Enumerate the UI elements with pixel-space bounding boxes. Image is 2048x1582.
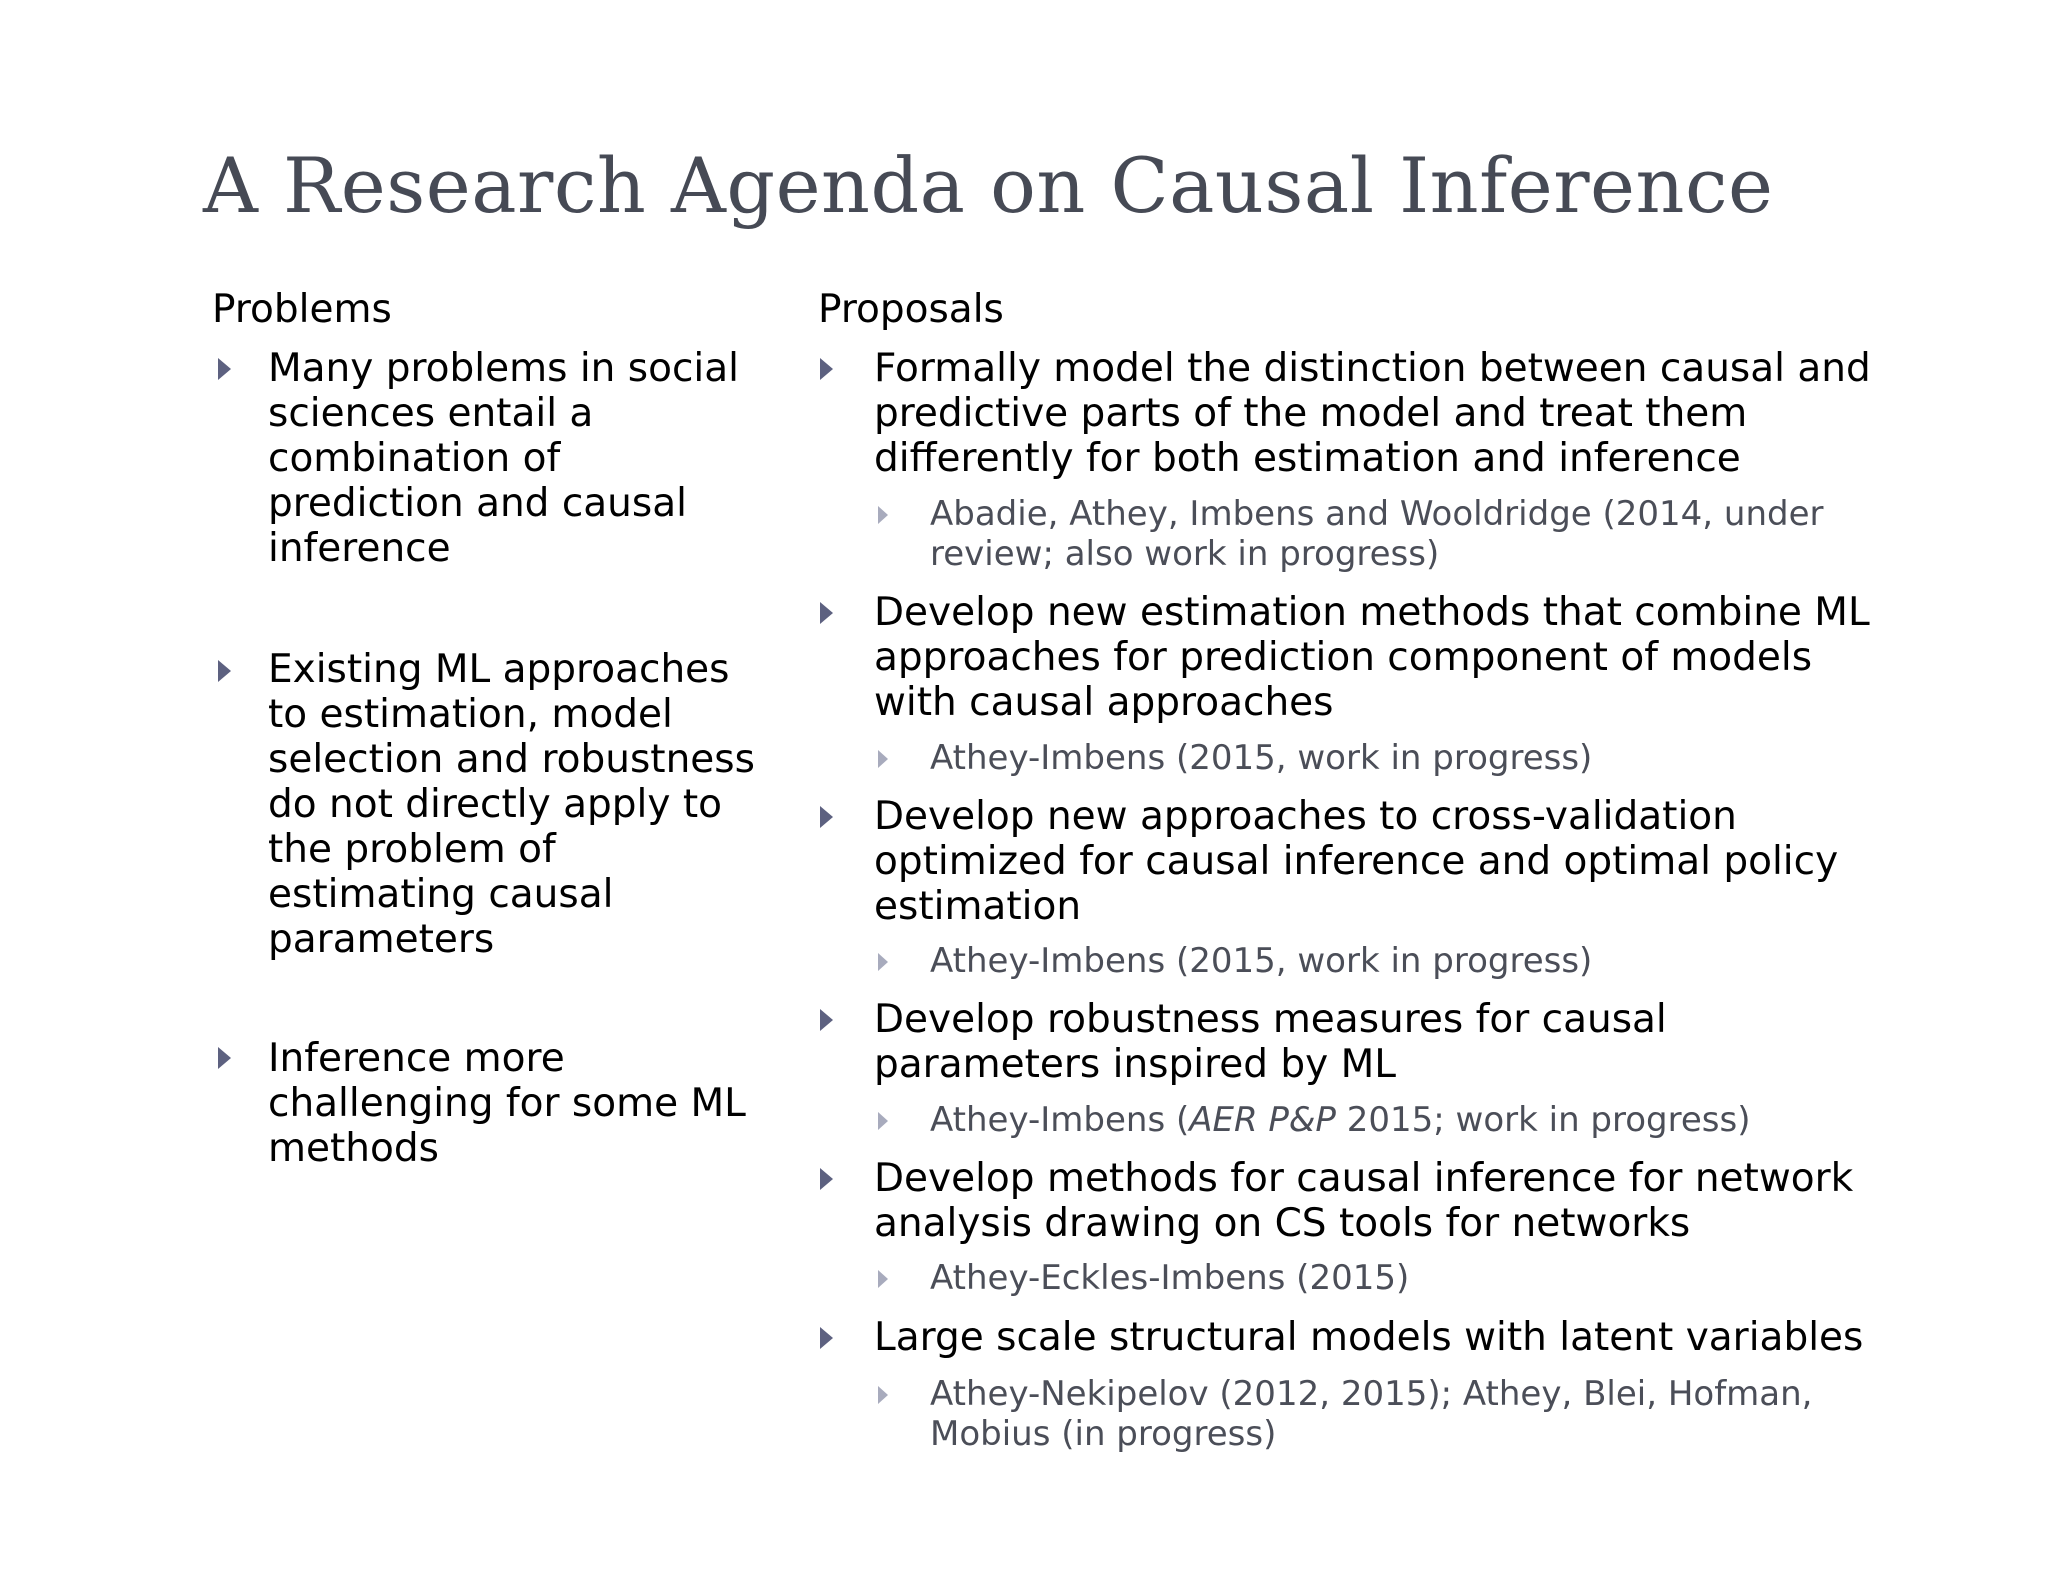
proposal-text: Develop new approaches to cross-validation optimized for causal inference and optimal policy estimation	[874, 794, 1839, 929]
reference-text	[930, 1100, 1890, 1140]
triangle-bullet-icon	[820, 1168, 833, 1190]
reference-text: Athey-Imbens (2015, work in progress)	[930, 738, 1593, 778]
triangle-bullet-icon	[878, 1386, 888, 1404]
triangle-bullet-icon	[820, 1009, 833, 1031]
proposal-text: Develop new estimation methods that combine ML approaches for prediction component of models with causal approaches	[874, 590, 1870, 725]
journal-name: AER P&P	[1189, 1100, 1336, 1140]
slide-title: A Research Agenda on Causal Inference	[203, 141, 1774, 230]
reference-text: Abadie, Athey, Imbens and Wooldridge (2014, under review; also work in progress)	[930, 494, 1824, 574]
triangle-bullet-icon	[878, 750, 888, 768]
triangle-bullet-icon	[820, 806, 833, 828]
problems-heading: Problems	[212, 287, 392, 332]
proposal-text: Develop methods for causal inference for network analysis drawing on CS tools for networks	[874, 1156, 1854, 1246]
problem-text: Many problems in social sciences entail a combination of prediction and causal inference	[268, 346, 739, 571]
triangle-bullet-icon	[820, 358, 833, 380]
reference-text: Athey-Eckles-Imbens (2015)	[930, 1258, 1410, 1298]
reference-text: Athey-Nekipelov (2012, 2015); Athey, Blei, Hofman, Mobius (in progress)	[930, 1374, 1813, 1454]
problem-text: Inference more challenging for some ML methods	[268, 1036, 746, 1171]
triangle-bullet-icon	[878, 953, 888, 971]
proposals-heading: Proposals	[818, 287, 1004, 332]
problem-text: Existing ML approaches to estimation, model selection and robustness do not directly apply to the problem of estimating causal parameters	[268, 647, 755, 962]
proposal-text: Develop robustness measures for causal parameters inspired by ML	[874, 997, 1667, 1087]
triangle-bullet-icon	[820, 1327, 833, 1349]
reference-suffix: 2015; work in progress)	[1335, 1100, 1751, 1140]
triangle-bullet-icon	[820, 602, 833, 624]
triangle-bullet-icon	[878, 1270, 888, 1288]
reference-text: Athey-Imbens (2015, work in progress)	[930, 941, 1593, 981]
triangle-bullet-icon	[878, 1112, 888, 1130]
proposal-text: Formally model the distinction between causal and predictive parts of the model and treat them differently for both estimation and inference	[874, 346, 1871, 481]
triangle-bullet-icon	[878, 506, 888, 524]
proposal-text: Large scale structural models with latent variables	[874, 1315, 1864, 1360]
reference-prefix: Athey-Imbens (	[930, 1100, 1190, 1140]
